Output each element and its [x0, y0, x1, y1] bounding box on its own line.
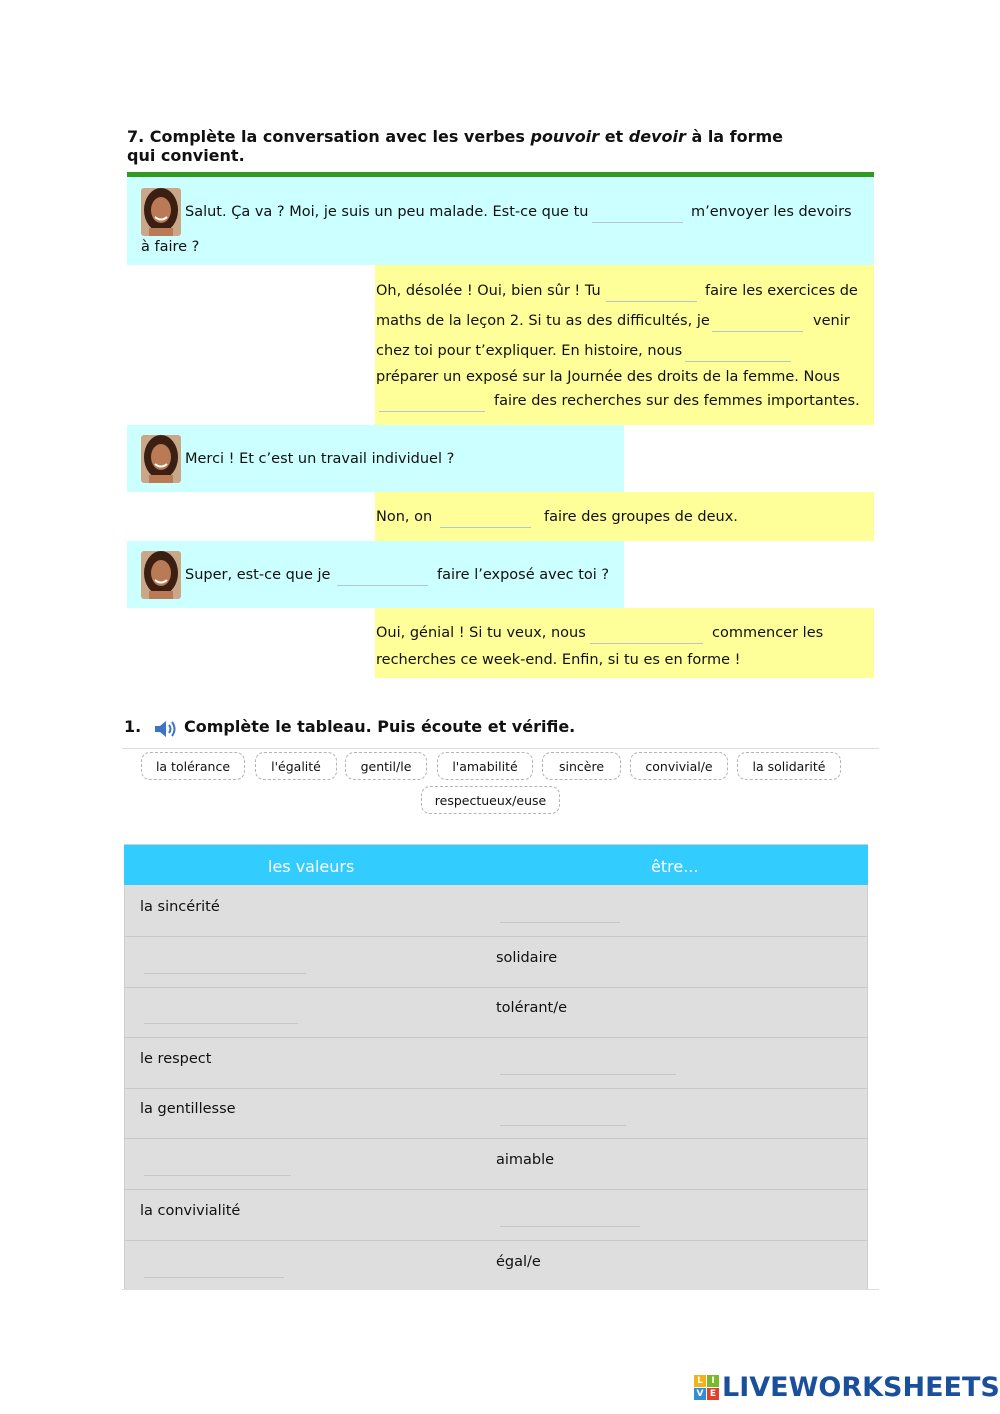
table-cell: tolérant/e [496, 1000, 568, 1016]
dialogue-text: faire des groupes de deux. [544, 509, 738, 525]
row-divider [124, 936, 868, 937]
dialogue-text: recherches ce week-end. Enfin, si tu es en forme ! [376, 652, 741, 668]
logo-letter: I [707, 1375, 719, 1387]
dialogue-text: à faire ? [141, 239, 200, 255]
word-chip[interactable]: sincère [542, 752, 621, 780]
answer-blank[interactable] [606, 287, 697, 302]
table-answer-blank[interactable] [500, 922, 620, 923]
logo-letter: E [707, 1388, 719, 1400]
word-chip[interactable]: respectueux/euse [421, 786, 560, 814]
dialogue-text: Non, on [376, 509, 433, 525]
logo-letter: V [694, 1388, 706, 1400]
speaker-icon[interactable] [153, 718, 179, 744]
row-divider [124, 1240, 868, 1241]
table-answer-blank[interactable] [144, 1277, 284, 1278]
dialogue-text: Oui, génial ! Si tu veux, nous [376, 625, 586, 641]
dialogue-text: maths de la leçon 2. Si tu as des difficultés, je [376, 313, 710, 329]
word-chip[interactable]: l'égalité [255, 752, 337, 780]
table-answer-blank[interactable] [144, 1023, 298, 1024]
title-text: 7. Complète la conversation avec les verbes [127, 127, 531, 146]
answer-blank[interactable] [337, 571, 428, 586]
avatar [141, 551, 181, 599]
word-chip[interactable]: la tolérance [141, 752, 245, 780]
table-cell: la gentillesse [140, 1101, 236, 1117]
answer-blank[interactable] [592, 208, 683, 223]
dialogue-bubble-2 [375, 265, 874, 425]
answer-blank[interactable] [440, 513, 531, 528]
avatar [141, 435, 181, 483]
table-cell: la sincérité [140, 899, 220, 915]
dialogue-text: Merci ! Et c’est un travail individuel ? [185, 451, 455, 467]
avatar [141, 188, 181, 236]
dialogue-text: faire des recherches sur des femmes importantes. [494, 393, 860, 409]
row-divider [124, 1189, 868, 1190]
row-divider [124, 1037, 868, 1038]
word-chip[interactable]: l'amabilité [437, 752, 533, 780]
title-text: à la forme [685, 127, 784, 146]
title-verb-pouvoir: pouvoir [530, 127, 600, 146]
dialogue-text: venir [813, 313, 850, 329]
exercise-1-number: 1. [124, 717, 142, 736]
dialogue-bubble-3 [127, 425, 624, 492]
table-cell: le respect [140, 1051, 212, 1067]
dialogue-text: faire les exercices de [705, 283, 858, 299]
answer-blank[interactable] [712, 317, 803, 332]
word-chip[interactable]: la solidarité [737, 752, 841, 780]
divider [122, 1289, 879, 1290]
dialogue-bubble-1 [127, 177, 874, 265]
table-cell: aimable [496, 1152, 555, 1168]
table-header [124, 845, 868, 885]
dialogue-text: faire l’exposé avec toi ? [437, 567, 610, 583]
values-table [124, 844, 868, 1290]
table-cell: la convivialité [140, 1203, 241, 1219]
dialogue-bubble-4 [375, 492, 874, 541]
table-answer-blank[interactable] [500, 1125, 626, 1126]
table-answer-blank[interactable] [500, 1226, 640, 1227]
dialogue-text: Oh, désolée ! Oui, bien sûr ! Tu [376, 283, 601, 299]
dialogue-bubble-5 [127, 541, 624, 608]
dialogue-text: Super, est-ce que je [185, 567, 331, 583]
brand-name: LIVEWORKSHEETS [722, 1372, 1000, 1403]
dialogue-text: m’envoyer les devoirs [691, 204, 852, 220]
dialogue-text: préparer un exposé sur la Journée des droits de la femme. Nous [376, 369, 840, 385]
table-header-cell: être... [651, 857, 699, 876]
row-divider [124, 1088, 868, 1089]
dialogue-text: chez toi pour t’expliquer. En histoire, nous [376, 343, 683, 359]
dialogue-text: commencer les [712, 625, 824, 641]
answer-blank[interactable] [590, 629, 703, 644]
table-cell: solidaire [496, 950, 558, 966]
dialogue-bubble-6 [375, 608, 874, 678]
table-answer-blank[interactable] [144, 1175, 291, 1176]
word-chip[interactable]: gentil/le [345, 752, 427, 780]
answer-blank[interactable] [685, 347, 791, 362]
row-divider [124, 1138, 868, 1139]
row-divider [124, 987, 868, 988]
title-verb-devoir: devoir [628, 127, 686, 146]
liveworksheets-logo [694, 1372, 1000, 1403]
title-line-2: qui convient. [127, 146, 245, 165]
divider [122, 748, 879, 749]
table-answer-blank[interactable] [500, 1074, 676, 1075]
answer-blank[interactable] [379, 397, 485, 412]
table-answer-blank[interactable] [144, 973, 306, 974]
title-text: et [599, 127, 629, 146]
table-header-cell: les valeurs [268, 857, 355, 876]
dialogue-text: Salut. Ça va ? Moi, je suis un peu malade. Est-ce que tu [185, 204, 589, 220]
exercise-1-title: Complète le tableau. Puis écoute et vérifie. [184, 717, 576, 736]
word-chip[interactable]: convivial/e [630, 752, 728, 780]
table-cell: égal/e [496, 1254, 541, 1270]
logo-letter: L [694, 1375, 706, 1387]
logo-mark [694, 1375, 719, 1400]
exercise-7-title [127, 127, 827, 165]
